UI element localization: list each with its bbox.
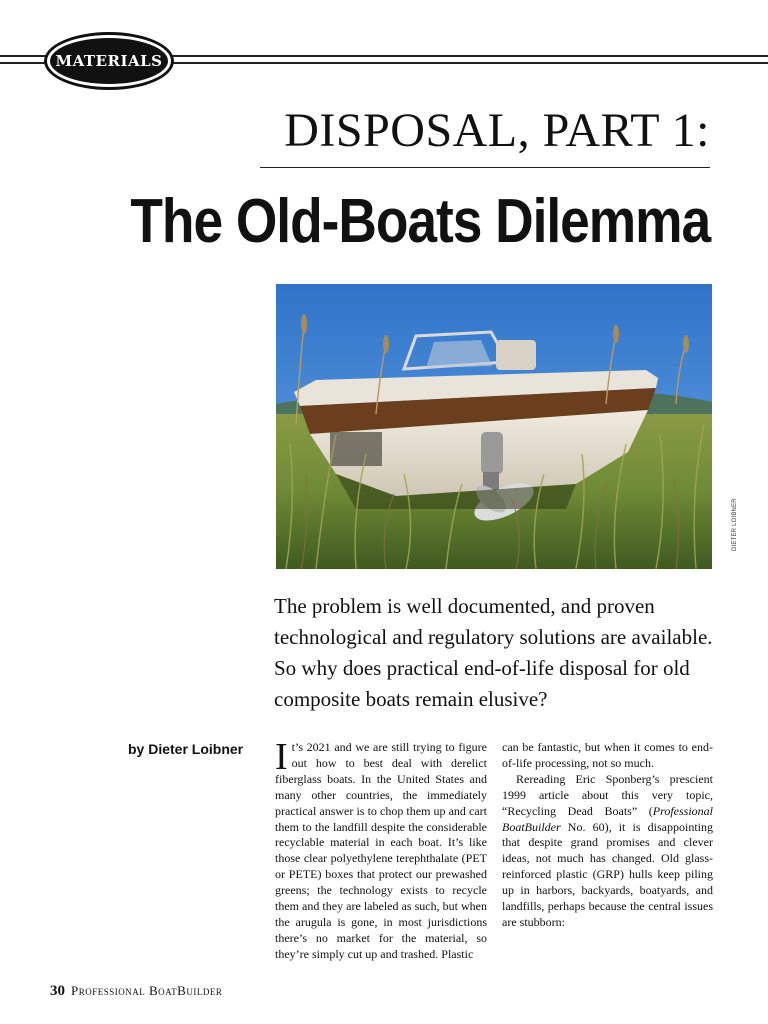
magazine-name: Professional BoatBuilder	[71, 983, 223, 998]
article-photo	[276, 284, 712, 569]
article-byline: by Dieter Loibner	[128, 741, 244, 757]
page-number: 30	[50, 983, 65, 999]
magazine-citation: Professional BoatBuilder	[502, 803, 713, 834]
title-divider	[260, 167, 710, 168]
article-title: The Old-Boats Dilemma	[130, 187, 710, 256]
page-folio	[50, 982, 222, 1000]
body-column-1	[275, 740, 487, 965]
derelict-boat-illustration	[276, 284, 712, 569]
section-badge-label: MATERIALS	[55, 52, 163, 70]
body-column-2	[502, 740, 713, 965]
article-kicker: DISPOSAL, PART 1:	[284, 104, 710, 157]
article-deck: The problem is well documented, and proven technological and regulatory solutions are available. So why does practical end-of-life disposal for old composite boats remain elusive?	[274, 594, 713, 711]
body-paragraph-1: t’s 2021 and we are still trying to figure out how to best deal with derelict fiberglass boats. In the United States and many other countries, the immediately practical answer is to chop them up and cart them to the landfill despite the considerable recyclable material in each boat. It’s like those clear polyethylene terephthalate (PET or PETE) boxes that protect our prewashed greens; the technology exists to recycle them and they are labeled as such, but when the arugula is gone, in most jurisdictions there’s no market for the material, so they’re simply cut up and trashed. Plastic	[275, 740, 487, 961]
body-paragraph-2: Rereading Eric Sponberg’s prescient 1999 article about this very topic, “Recycling Dead Boats” (Professional BoatBuilder No. 60), it is disappointing that despite grand promises and clever ideas, not much has changed. Old glass-reinforced plastic (GRP) hulls keep piling up in harbors, backyards, boatyards, and landfills, perhaps because the central issues are stubborn:	[502, 771, 713, 929]
photo-credit: DIETER LOIBNER	[732, 498, 738, 551]
section-badge	[44, 32, 174, 90]
drop-cap: I	[275, 740, 288, 778]
body-paragraph-1-continued: can be fantastic, but when it comes to end-of-life processing, not so much.	[502, 740, 713, 770]
